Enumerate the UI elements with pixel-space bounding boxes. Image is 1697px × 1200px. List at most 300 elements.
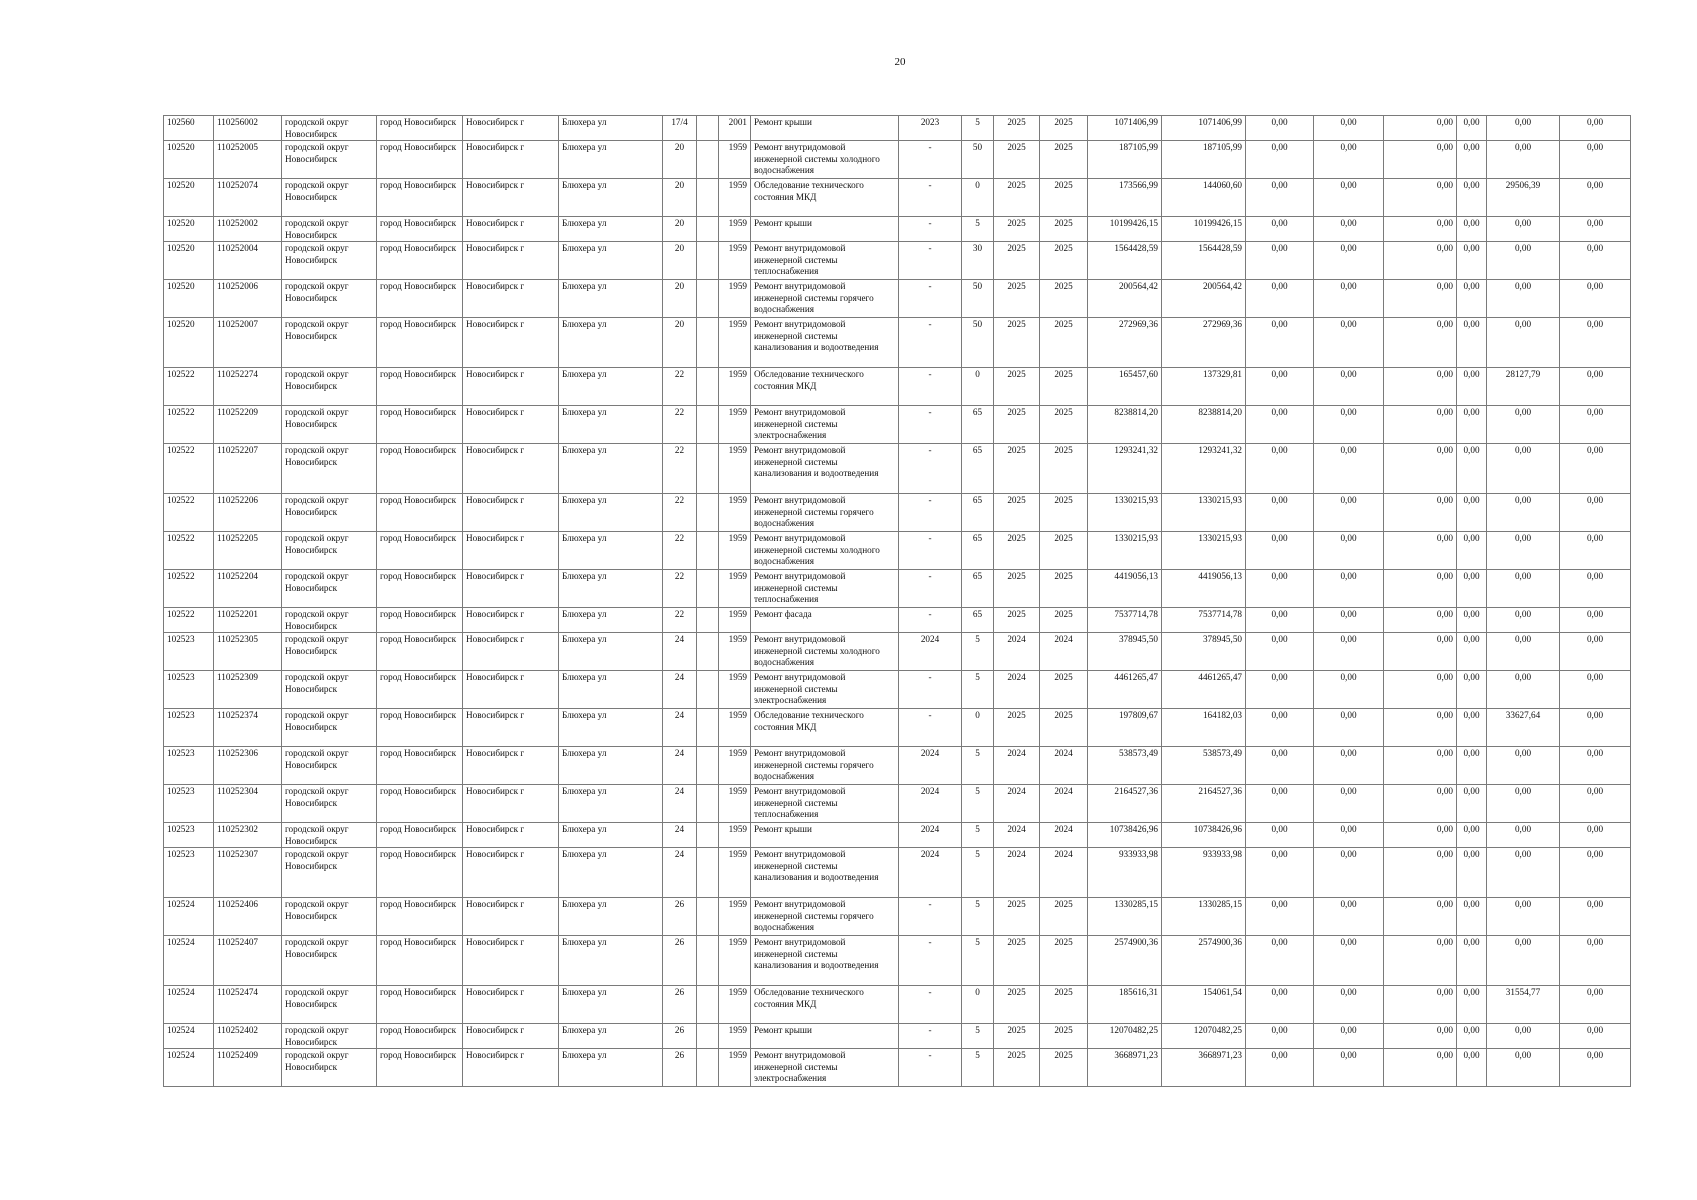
cost-d-cell: 0,00 bbox=[1457, 633, 1487, 671]
house-number-cell: 17/4 bbox=[663, 116, 697, 141]
cost-a-cell: 0,00 bbox=[1246, 986, 1314, 1024]
table-row bbox=[164, 280, 1631, 318]
city-cell: город Новосибирск bbox=[377, 848, 463, 898]
city-cell: город Новосибирск bbox=[377, 1049, 463, 1087]
fund-cost-cell: 1330215,93 bbox=[1162, 532, 1246, 570]
cost-b-cell: 0,00 bbox=[1314, 406, 1384, 444]
city-cell: город Новосибирск bbox=[377, 406, 463, 444]
total-cost-cell: 7537714,78 bbox=[1088, 608, 1162, 633]
house-id-cell: 102520 bbox=[164, 141, 214, 179]
street-cell: Блюхера ул bbox=[559, 785, 663, 823]
prev-year-cell: - bbox=[899, 1024, 962, 1049]
cost-c-cell: 0,00 bbox=[1384, 898, 1457, 936]
building-cell bbox=[697, 608, 719, 633]
work-code-cell: 110252274 bbox=[214, 368, 282, 406]
city-cell: город Новосибирск bbox=[377, 936, 463, 986]
work-type-cell: Ремонт внутридомовой инженерной системы горячего водоснабжения bbox=[751, 747, 899, 785]
district-cell: городской округ Новосибирск bbox=[282, 217, 377, 242]
building-cell bbox=[697, 141, 719, 179]
building-cell bbox=[697, 368, 719, 406]
build-year-cell: 1959 bbox=[719, 368, 751, 406]
build-year-cell: 1959 bbox=[719, 986, 751, 1024]
fund-cost-cell: 378945,50 bbox=[1162, 633, 1246, 671]
build-year-cell: 1959 bbox=[719, 1049, 751, 1087]
cost-e-cell: 0,00 bbox=[1487, 633, 1560, 671]
city-cell: город Новосибирск bbox=[377, 785, 463, 823]
building-cell bbox=[697, 444, 719, 494]
fund-cost-cell: 4419056,13 bbox=[1162, 570, 1246, 608]
cost-d-cell: 0,00 bbox=[1457, 217, 1487, 242]
wear-cell: 5 bbox=[962, 823, 994, 848]
fund-cost-cell: 2164527,36 bbox=[1162, 785, 1246, 823]
work-code-cell: 110252474 bbox=[214, 986, 282, 1024]
cost-e-cell: 0,00 bbox=[1487, 280, 1560, 318]
city-cell: город Новосибирск bbox=[377, 494, 463, 532]
prev-year-cell: 2024 bbox=[899, 785, 962, 823]
total-cost-cell: 185616,31 bbox=[1088, 986, 1162, 1024]
district-cell: городской округ Новосибирск bbox=[282, 823, 377, 848]
cost-d-cell: 0,00 bbox=[1457, 280, 1487, 318]
build-year-cell: 1959 bbox=[719, 532, 751, 570]
cost-c-cell: 0,00 bbox=[1384, 141, 1457, 179]
work-code-cell: 110252201 bbox=[214, 608, 282, 633]
fact-year-cell: 2025 bbox=[1040, 671, 1088, 709]
district-cell: городской округ Новосибирск bbox=[282, 633, 377, 671]
settlement-cell: Новосибирск г bbox=[463, 318, 559, 368]
fact-year-cell: 2025 bbox=[1040, 709, 1088, 747]
table-row bbox=[164, 368, 1631, 406]
city-cell: город Новосибирск bbox=[377, 217, 463, 242]
cost-b-cell: 0,00 bbox=[1314, 368, 1384, 406]
plan-year-cell: 2025 bbox=[994, 141, 1040, 179]
cost-b-cell: 0,00 bbox=[1314, 116, 1384, 141]
house-id-cell: 102523 bbox=[164, 633, 214, 671]
prev-year-cell: 2024 bbox=[899, 633, 962, 671]
cost-f-cell: 0,00 bbox=[1560, 532, 1631, 570]
house-number-cell: 26 bbox=[663, 1049, 697, 1087]
fund-cost-cell: 12070482,25 bbox=[1162, 1024, 1246, 1049]
building-cell bbox=[697, 242, 719, 280]
cost-f-cell: 0,00 bbox=[1560, 898, 1631, 936]
fund-cost-cell: 1330215,93 bbox=[1162, 494, 1246, 532]
district-cell: городской округ Новосибирск bbox=[282, 986, 377, 1024]
cost-e-cell: 0,00 bbox=[1487, 444, 1560, 494]
work-code-cell: 110252305 bbox=[214, 633, 282, 671]
house-id-cell: 102522 bbox=[164, 532, 214, 570]
district-cell: городской округ Новосибирск bbox=[282, 280, 377, 318]
fund-cost-cell: 10738426,96 bbox=[1162, 823, 1246, 848]
cost-d-cell: 0,00 bbox=[1457, 179, 1487, 217]
build-year-cell: 1959 bbox=[719, 217, 751, 242]
total-cost-cell: 12070482,25 bbox=[1088, 1024, 1162, 1049]
house-id-cell: 102524 bbox=[164, 1024, 214, 1049]
cost-a-cell: 0,00 bbox=[1246, 217, 1314, 242]
work-type-cell: Ремонт внутридомовой инженерной системы электроснабжения bbox=[751, 671, 899, 709]
total-cost-cell: 165457,60 bbox=[1088, 368, 1162, 406]
plan-year-cell: 2024 bbox=[994, 633, 1040, 671]
table-row bbox=[164, 532, 1631, 570]
house-id-cell: 102520 bbox=[164, 280, 214, 318]
street-cell: Блюхера ул bbox=[559, 1049, 663, 1087]
total-cost-cell: 3668971,23 bbox=[1088, 1049, 1162, 1087]
prev-year-cell: 2024 bbox=[899, 823, 962, 848]
cost-f-cell: 0,00 bbox=[1560, 406, 1631, 444]
work-type-cell: Ремонт фасада bbox=[751, 608, 899, 633]
house-id-cell: 102523 bbox=[164, 671, 214, 709]
cost-b-cell: 0,00 bbox=[1314, 532, 1384, 570]
table-row bbox=[164, 494, 1631, 532]
cost-f-cell: 0,00 bbox=[1560, 785, 1631, 823]
build-year-cell: 1959 bbox=[719, 570, 751, 608]
fact-year-cell: 2025 bbox=[1040, 936, 1088, 986]
cost-f-cell: 0,00 bbox=[1560, 823, 1631, 848]
work-type-cell: Ремонт внутридомовой инженерной системы горячего водоснабжения bbox=[751, 494, 899, 532]
prev-year-cell: - bbox=[899, 368, 962, 406]
cost-a-cell: 0,00 bbox=[1246, 406, 1314, 444]
cost-b-cell: 0,00 bbox=[1314, 608, 1384, 633]
cost-f-cell: 0,00 bbox=[1560, 494, 1631, 532]
fact-year-cell: 2025 bbox=[1040, 532, 1088, 570]
cost-a-cell: 0,00 bbox=[1246, 318, 1314, 368]
table-row bbox=[164, 217, 1631, 242]
fact-year-cell: 2025 bbox=[1040, 608, 1088, 633]
house-number-cell: 22 bbox=[663, 570, 697, 608]
street-cell: Блюхера ул bbox=[559, 823, 663, 848]
work-code-cell: 110252207 bbox=[214, 444, 282, 494]
building-cell bbox=[697, 709, 719, 747]
settlement-cell: Новосибирск г bbox=[463, 747, 559, 785]
plan-year-cell: 2024 bbox=[994, 848, 1040, 898]
total-cost-cell: 197809,67 bbox=[1088, 709, 1162, 747]
work-type-cell: Обследование технического состояния МКД bbox=[751, 709, 899, 747]
street-cell: Блюхера ул bbox=[559, 406, 663, 444]
cost-b-cell: 0,00 bbox=[1314, 633, 1384, 671]
fund-cost-cell: 4461265,47 bbox=[1162, 671, 1246, 709]
cost-a-cell: 0,00 bbox=[1246, 1024, 1314, 1049]
work-type-cell: Ремонт внутридомовой инженерной системы канализования и водоотведения bbox=[751, 444, 899, 494]
table-row bbox=[164, 633, 1631, 671]
fund-cost-cell: 137329,81 bbox=[1162, 368, 1246, 406]
table-row bbox=[164, 1049, 1631, 1087]
cost-f-cell: 0,00 bbox=[1560, 141, 1631, 179]
cost-f-cell: 0,00 bbox=[1560, 318, 1631, 368]
work-type-cell: Ремонт крыши bbox=[751, 823, 899, 848]
house-id-cell: 102522 bbox=[164, 368, 214, 406]
settlement-cell: Новосибирск г bbox=[463, 1024, 559, 1049]
cost-a-cell: 0,00 bbox=[1246, 671, 1314, 709]
building-cell bbox=[697, 823, 719, 848]
street-cell: Блюхера ул bbox=[559, 532, 663, 570]
house-number-cell: 20 bbox=[663, 242, 697, 280]
cost-a-cell: 0,00 bbox=[1246, 570, 1314, 608]
table-row bbox=[164, 785, 1631, 823]
work-code-cell: 110252004 bbox=[214, 242, 282, 280]
work-code-cell: 110252005 bbox=[214, 141, 282, 179]
building-cell bbox=[697, 318, 719, 368]
house-number-cell: 24 bbox=[663, 848, 697, 898]
work-type-cell: Обследование технического состояния МКД bbox=[751, 179, 899, 217]
cost-c-cell: 0,00 bbox=[1384, 747, 1457, 785]
street-cell: Блюхера ул bbox=[559, 747, 663, 785]
prev-year-cell: - bbox=[899, 986, 962, 1024]
settlement-cell: Новосибирск г bbox=[463, 179, 559, 217]
fund-cost-cell: 154061,54 bbox=[1162, 986, 1246, 1024]
settlement-cell: Новосибирск г bbox=[463, 986, 559, 1024]
cost-e-cell: 0,00 bbox=[1487, 848, 1560, 898]
prev-year-cell: - bbox=[899, 494, 962, 532]
wear-cell: 5 bbox=[962, 1049, 994, 1087]
wear-cell: 5 bbox=[962, 1024, 994, 1049]
building-cell bbox=[697, 898, 719, 936]
table-row bbox=[164, 608, 1631, 633]
build-year-cell: 1959 bbox=[719, 242, 751, 280]
cost-e-cell: 0,00 bbox=[1487, 1024, 1560, 1049]
house-id-cell: 102520 bbox=[164, 242, 214, 280]
cost-f-cell: 0,00 bbox=[1560, 570, 1631, 608]
work-code-cell: 110256002 bbox=[214, 116, 282, 141]
cost-d-cell: 0,00 bbox=[1457, 823, 1487, 848]
total-cost-cell: 933933,98 bbox=[1088, 848, 1162, 898]
prev-year-cell: - bbox=[899, 242, 962, 280]
cost-d-cell: 0,00 bbox=[1457, 608, 1487, 633]
cost-e-cell: 0,00 bbox=[1487, 898, 1560, 936]
building-cell bbox=[697, 494, 719, 532]
house-id-cell: 102522 bbox=[164, 608, 214, 633]
prev-year-cell: - bbox=[899, 141, 962, 179]
cost-e-cell: 0,00 bbox=[1487, 1049, 1560, 1087]
fact-year-cell: 2025 bbox=[1040, 1024, 1088, 1049]
building-cell bbox=[697, 936, 719, 986]
city-cell: город Новосибирск bbox=[377, 1024, 463, 1049]
district-cell: городской округ Новосибирск bbox=[282, 898, 377, 936]
cost-e-cell: 28127,79 bbox=[1487, 368, 1560, 406]
building-cell bbox=[697, 633, 719, 671]
total-cost-cell: 538573,49 bbox=[1088, 747, 1162, 785]
district-cell: городской округ Новосибирск bbox=[282, 570, 377, 608]
city-cell: город Новосибирск bbox=[377, 444, 463, 494]
cost-d-cell: 0,00 bbox=[1457, 785, 1487, 823]
total-cost-cell: 1293241,32 bbox=[1088, 444, 1162, 494]
plan-year-cell: 2025 bbox=[994, 406, 1040, 444]
cost-e-cell: 0,00 bbox=[1487, 747, 1560, 785]
building-cell bbox=[697, 280, 719, 318]
cost-f-cell: 0,00 bbox=[1560, 1049, 1631, 1087]
cost-d-cell: 0,00 bbox=[1457, 368, 1487, 406]
district-cell: городской округ Новосибирск bbox=[282, 848, 377, 898]
street-cell: Блюхера ул bbox=[559, 494, 663, 532]
settlement-cell: Новосибирск г bbox=[463, 406, 559, 444]
cost-e-cell: 0,00 bbox=[1487, 406, 1560, 444]
plan-year-cell: 2025 bbox=[994, 116, 1040, 141]
plan-year-cell: 2025 bbox=[994, 709, 1040, 747]
city-cell: город Новосибирск bbox=[377, 747, 463, 785]
fund-cost-cell: 144060,60 bbox=[1162, 179, 1246, 217]
house-number-cell: 24 bbox=[663, 671, 697, 709]
prev-year-cell: - bbox=[899, 406, 962, 444]
build-year-cell: 1959 bbox=[719, 936, 751, 986]
street-cell: Блюхера ул bbox=[559, 368, 663, 406]
fact-year-cell: 2025 bbox=[1040, 242, 1088, 280]
prev-year-cell: - bbox=[899, 936, 962, 986]
cost-d-cell: 0,00 bbox=[1457, 1049, 1487, 1087]
build-year-cell: 1959 bbox=[719, 406, 751, 444]
cost-e-cell: 33627,64 bbox=[1487, 709, 1560, 747]
prev-year-cell: - bbox=[899, 318, 962, 368]
cost-a-cell: 0,00 bbox=[1246, 1049, 1314, 1087]
street-cell: Блюхера ул bbox=[559, 179, 663, 217]
work-type-cell: Ремонт внутридомовой инженерной системы холодного водоснабжения bbox=[751, 532, 899, 570]
wear-cell: 5 bbox=[962, 671, 994, 709]
build-year-cell: 1959 bbox=[719, 280, 751, 318]
wear-cell: 0 bbox=[962, 986, 994, 1024]
settlement-cell: Новосибирск г bbox=[463, 217, 559, 242]
house-id-cell: 102523 bbox=[164, 823, 214, 848]
page-number: 20 bbox=[894, 56, 906, 68]
prev-year-cell: 2024 bbox=[899, 747, 962, 785]
settlement-cell: Новосибирск г bbox=[463, 1049, 559, 1087]
house-id-cell: 102523 bbox=[164, 785, 214, 823]
fund-cost-cell: 3668971,23 bbox=[1162, 1049, 1246, 1087]
fund-cost-cell: 1071406,99 bbox=[1162, 116, 1246, 141]
fact-year-cell: 2024 bbox=[1040, 848, 1088, 898]
total-cost-cell: 173566,99 bbox=[1088, 179, 1162, 217]
plan-year-cell: 2025 bbox=[994, 608, 1040, 633]
district-cell: городской округ Новосибирск bbox=[282, 368, 377, 406]
house-id-cell: 102524 bbox=[164, 936, 214, 986]
fact-year-cell: 2025 bbox=[1040, 898, 1088, 936]
total-cost-cell: 2164527,36 bbox=[1088, 785, 1162, 823]
plan-year-cell: 2025 bbox=[994, 936, 1040, 986]
building-cell bbox=[697, 785, 719, 823]
cost-c-cell: 0,00 bbox=[1384, 242, 1457, 280]
work-code-cell: 110252304 bbox=[214, 785, 282, 823]
settlement-cell: Новосибирск г bbox=[463, 444, 559, 494]
work-code-cell: 110252407 bbox=[214, 936, 282, 986]
fact-year-cell: 2024 bbox=[1040, 633, 1088, 671]
cost-e-cell: 0,00 bbox=[1487, 532, 1560, 570]
wear-cell: 0 bbox=[962, 368, 994, 406]
work-type-cell: Обследование технического состояния МКД bbox=[751, 368, 899, 406]
street-cell: Блюхера ул bbox=[559, 1024, 663, 1049]
city-cell: город Новосибирск bbox=[377, 709, 463, 747]
street-cell: Блюхера ул bbox=[559, 898, 663, 936]
fact-year-cell: 2025 bbox=[1040, 116, 1088, 141]
prev-year-cell: - bbox=[899, 280, 962, 318]
house-id-cell: 102522 bbox=[164, 494, 214, 532]
settlement-cell: Новосибирск г bbox=[463, 848, 559, 898]
total-cost-cell: 187105,99 bbox=[1088, 141, 1162, 179]
cost-e-cell: 0,00 bbox=[1487, 608, 1560, 633]
wear-cell: 65 bbox=[962, 532, 994, 570]
fund-cost-cell: 933933,98 bbox=[1162, 848, 1246, 898]
house-number-cell: 22 bbox=[663, 368, 697, 406]
cost-e-cell: 0,00 bbox=[1487, 494, 1560, 532]
street-cell: Блюхера ул bbox=[559, 608, 663, 633]
cost-b-cell: 0,00 bbox=[1314, 747, 1384, 785]
cost-f-cell: 0,00 bbox=[1560, 179, 1631, 217]
city-cell: город Новосибирск bbox=[377, 570, 463, 608]
cost-f-cell: 0,00 bbox=[1560, 242, 1631, 280]
district-cell: городской округ Новосибирск bbox=[282, 179, 377, 217]
build-year-cell: 1959 bbox=[719, 633, 751, 671]
cost-c-cell: 0,00 bbox=[1384, 444, 1457, 494]
settlement-cell: Новосибирск г bbox=[463, 823, 559, 848]
building-cell bbox=[697, 1024, 719, 1049]
table-row bbox=[164, 406, 1631, 444]
district-cell: городской округ Новосибирск bbox=[282, 936, 377, 986]
fund-cost-cell: 164182,03 bbox=[1162, 709, 1246, 747]
cost-c-cell: 0,00 bbox=[1384, 406, 1457, 444]
work-code-cell: 110252406 bbox=[214, 898, 282, 936]
cost-e-cell: 0,00 bbox=[1487, 116, 1560, 141]
cost-c-cell: 0,00 bbox=[1384, 709, 1457, 747]
prev-year-cell: - bbox=[899, 671, 962, 709]
street-cell: Блюхера ул bbox=[559, 141, 663, 179]
wear-cell: 65 bbox=[962, 608, 994, 633]
cost-b-cell: 0,00 bbox=[1314, 898, 1384, 936]
house-number-cell: 26 bbox=[663, 898, 697, 936]
build-year-cell: 1959 bbox=[719, 141, 751, 179]
cost-f-cell: 0,00 bbox=[1560, 608, 1631, 633]
city-cell: город Новосибирск bbox=[377, 318, 463, 368]
plan-year-cell: 2025 bbox=[994, 217, 1040, 242]
table-row bbox=[164, 747, 1631, 785]
work-code-cell: 110252374 bbox=[214, 709, 282, 747]
cost-b-cell: 0,00 bbox=[1314, 444, 1384, 494]
work-code-cell: 110252002 bbox=[214, 217, 282, 242]
street-cell: Блюхера ул bbox=[559, 217, 663, 242]
cost-c-cell: 0,00 bbox=[1384, 848, 1457, 898]
plan-year-cell: 2025 bbox=[994, 1049, 1040, 1087]
building-cell bbox=[697, 848, 719, 898]
work-code-cell: 110252302 bbox=[214, 823, 282, 848]
cost-a-cell: 0,00 bbox=[1246, 747, 1314, 785]
prev-year-cell: - bbox=[899, 709, 962, 747]
wear-cell: 65 bbox=[962, 570, 994, 608]
table-row bbox=[164, 444, 1631, 494]
house-number-cell: 26 bbox=[663, 986, 697, 1024]
work-code-cell: 110252204 bbox=[214, 570, 282, 608]
house-number-cell: 26 bbox=[663, 1024, 697, 1049]
city-cell: город Новосибирск bbox=[377, 532, 463, 570]
house-id-cell: 102523 bbox=[164, 848, 214, 898]
cost-f-cell: 0,00 bbox=[1560, 444, 1631, 494]
build-year-cell: 1959 bbox=[719, 898, 751, 936]
total-cost-cell: 4461265,47 bbox=[1088, 671, 1162, 709]
plan-year-cell: 2025 bbox=[994, 242, 1040, 280]
cost-e-cell: 0,00 bbox=[1487, 242, 1560, 280]
building-cell bbox=[697, 116, 719, 141]
table-row bbox=[164, 671, 1631, 709]
building-cell bbox=[697, 747, 719, 785]
work-code-cell: 110252307 bbox=[214, 848, 282, 898]
fact-year-cell: 2025 bbox=[1040, 141, 1088, 179]
cost-b-cell: 0,00 bbox=[1314, 141, 1384, 179]
wear-cell: 0 bbox=[962, 179, 994, 217]
house-id-cell: 102520 bbox=[164, 179, 214, 217]
fund-cost-cell: 272969,36 bbox=[1162, 318, 1246, 368]
fund-cost-cell: 200564,42 bbox=[1162, 280, 1246, 318]
work-type-cell: Ремонт внутридомовой инженерной системы канализования и водоотведения bbox=[751, 848, 899, 898]
fact-year-cell: 2025 bbox=[1040, 280, 1088, 318]
work-code-cell: 110252074 bbox=[214, 179, 282, 217]
cost-a-cell: 0,00 bbox=[1246, 280, 1314, 318]
house-number-cell: 20 bbox=[663, 179, 697, 217]
work-type-cell: Ремонт внутридомовой инженерной системы теплоснабжения bbox=[751, 785, 899, 823]
cost-b-cell: 0,00 bbox=[1314, 823, 1384, 848]
work-type-cell: Ремонт внутридомовой инженерной системы холодного водоснабжения bbox=[751, 141, 899, 179]
house-id-cell: 102524 bbox=[164, 1049, 214, 1087]
